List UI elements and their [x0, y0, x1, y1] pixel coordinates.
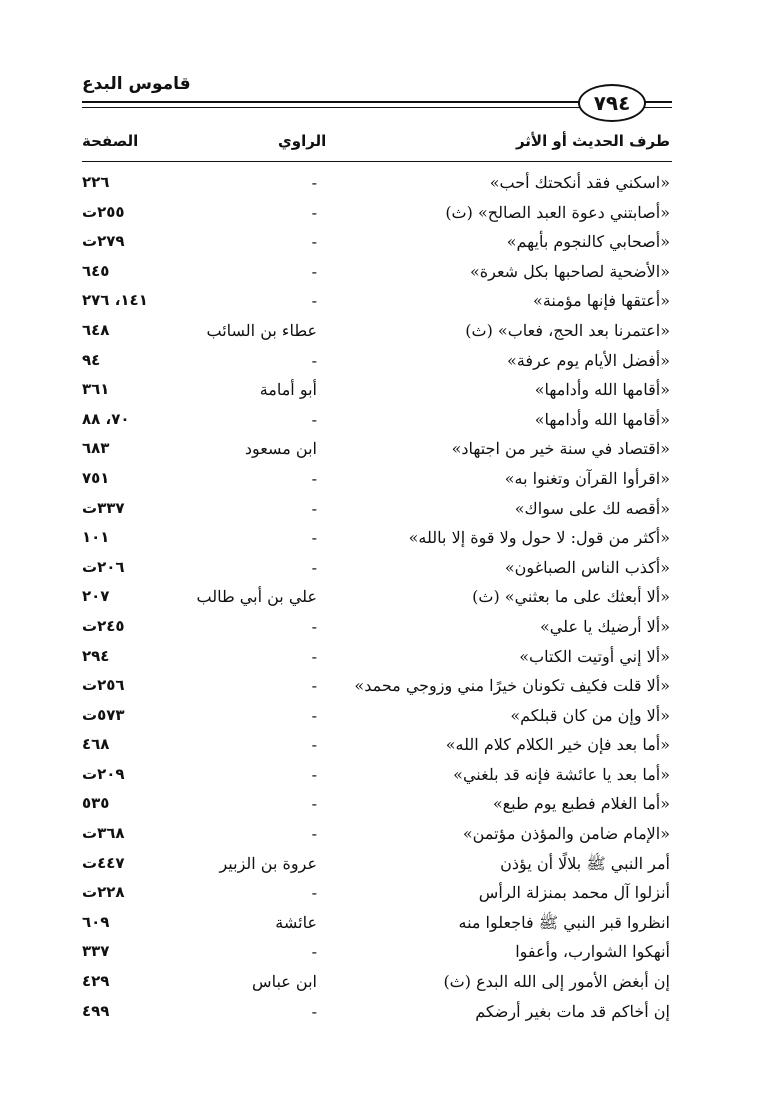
hadith-text: «ألا أرضيك يا علي» — [540, 616, 670, 636]
narrator-name: عائشة — [275, 912, 317, 932]
page-reference: ٦٠٩ — [82, 912, 110, 931]
page-reference: ٧٥١ — [82, 468, 110, 487]
page-reference: ٢٥٥ت — [82, 202, 125, 221]
hadith-text: «أصحابي كالنجوم بأيهم» — [506, 232, 670, 252]
hadith-text: «اسكني فقد أنكحتك أحب» — [489, 173, 670, 192]
narrator-name: - — [311, 616, 317, 636]
hadith-text: «ألا وإن من كان قبلكم» — [510, 705, 670, 725]
hadith-text: «أصابتني دعوة العبد الصالح» (ث) — [445, 202, 670, 222]
column-header-hadith: طرف الحديث أو الأثر — [515, 132, 670, 150]
hadith-text: أمر النبي ﷺ بلالًا أن يؤذن — [500, 853, 670, 873]
table-row — [0, 824, 757, 854]
table-row — [0, 351, 757, 381]
hadith-text: «أما بعد يا عائشة فإنه قد بلغني» — [453, 764, 670, 784]
narrator-name: - — [311, 676, 317, 696]
column-header-narrator: الراوي — [278, 132, 327, 150]
table-row — [0, 410, 757, 440]
hadith-text: «اعتمرنا بعد الحج، فعاب» (ث) — [465, 320, 670, 340]
table-row — [0, 794, 757, 824]
hadith-text: إن أخاكم قد مات بغير أرضكم — [475, 1001, 670, 1021]
narrator-name: - — [311, 468, 317, 488]
table-row — [0, 617, 757, 647]
page-reference: ٦٨٣ — [82, 439, 110, 458]
narrator-name: - — [311, 794, 317, 814]
page-reference: ٣٦٨ت — [82, 824, 125, 843]
hadith-text: «ألا أبعثك على ما بعثني» (ث) — [472, 587, 670, 607]
page-reference: ٣٦١ — [82, 380, 110, 399]
index-table — [0, 173, 757, 1031]
hadith-text: «ألا إني أوتيت الكتاب» — [519, 646, 670, 666]
column-header-rule — [82, 161, 672, 162]
page-reference: ٣٣٧ — [82, 942, 110, 961]
narrator-name: - — [311, 883, 317, 903]
page-reference: ٢٠٩ت — [82, 764, 125, 783]
table-row — [0, 558, 757, 588]
table-row — [0, 765, 757, 795]
narrator-name: - — [311, 1001, 317, 1021]
table-row — [0, 173, 757, 203]
hadith-text: «أعتقها فإنها مؤمنة» — [533, 291, 670, 311]
page-reference: ٦٤٨ — [82, 320, 110, 339]
page-number-badge: ٧٩٤ — [578, 84, 646, 122]
page-reference: ٧٠، ٨٨ — [82, 409, 130, 428]
narrator-name: - — [311, 291, 317, 311]
narrator-name: - — [311, 498, 317, 518]
page-reference: ٥٧٣ت — [82, 705, 125, 724]
table-row — [0, 854, 757, 884]
table-row — [0, 913, 757, 943]
table-row — [0, 291, 757, 321]
hadith-text: «أقامها الله وأدامها» — [534, 409, 670, 429]
narrator-name: - — [311, 173, 317, 192]
narrator-name: - — [311, 646, 317, 666]
table-row — [0, 883, 757, 913]
page-reference: ٤٤٧ت — [82, 853, 125, 872]
narrator-name: عروة بن الزبير — [219, 853, 317, 873]
hadith-text: «الإمام ضامن والمؤذن مؤتمن» — [462, 824, 670, 844]
page-reference: ٥٣٥ — [82, 794, 110, 813]
table-row — [0, 203, 757, 233]
table-row — [0, 439, 757, 469]
table-row — [0, 1002, 757, 1032]
table-row — [0, 528, 757, 558]
table-row — [0, 735, 757, 765]
page-reference: ٢٢٦ — [82, 173, 110, 191]
narrator-name: - — [311, 824, 317, 844]
hadith-text: «أكثر من قول: لا حول ولا قوة إلا بالله» — [408, 528, 670, 548]
page-reference: ٤٦٨ — [82, 735, 110, 754]
page-reference: ٣٣٧ت — [82, 498, 125, 517]
narrator-name: - — [311, 764, 317, 784]
narrator-name: - — [311, 557, 317, 577]
narrator-name: - — [311, 350, 317, 370]
page-reference: ٢٠٧ — [82, 587, 110, 606]
page-reference: ٢٤٥ت — [82, 616, 125, 635]
hadith-text: «أما الغلام فطبع يوم طبع» — [492, 794, 670, 814]
page-reference: ٢٥٦ت — [82, 676, 125, 695]
hadith-text: أنهكوا الشوارب، وأعفوا — [515, 942, 670, 962]
hadith-text: «اقرأوا القرآن وتغنوا به» — [504, 468, 670, 488]
narrator-name: - — [311, 232, 317, 252]
narrator-name: - — [311, 942, 317, 962]
table-row — [0, 676, 757, 706]
page-reference: ٢٩٤ — [82, 646, 110, 665]
hadith-text: انظروا قبر النبي ﷺ فاجعلوا منه — [458, 912, 670, 932]
table-row — [0, 587, 757, 617]
page-reference: ٩٤ — [82, 350, 101, 369]
table-row — [0, 321, 757, 351]
narrator-name: عطاء بن السائب — [206, 320, 317, 340]
table-row — [0, 262, 757, 292]
narrator-name: ابن مسعود — [244, 439, 317, 459]
narrator-name: علي بن أبي طالب — [196, 587, 317, 607]
hadith-text: «الأضحية لصاحبها بكل شعرة» — [469, 261, 670, 281]
hadith-text: «أقصه لك على سواك» — [514, 498, 670, 518]
narrator-name: - — [311, 261, 317, 281]
table-row — [0, 499, 757, 529]
column-header-page: الصفحة — [82, 132, 139, 150]
hadith-text: «أفضل الأيام يوم عرفة» — [507, 350, 670, 370]
table-row — [0, 469, 757, 499]
page-reference: ١٠١ — [82, 528, 110, 547]
book-title: قاموس البدع — [82, 74, 191, 94]
page-reference: ٤٢٩ — [82, 972, 110, 991]
page-reference: ٢٠٦ت — [82, 557, 125, 576]
table-row — [0, 972, 757, 1002]
hadith-text: «أكذب الناس الصباغون» — [504, 557, 670, 577]
hadith-text: «اقتصاد في سنة خير من اجتهاد» — [451, 439, 670, 459]
hadith-text: إن أبغض الأمور إلى الله البدع (ث) — [443, 972, 670, 992]
table-row — [0, 232, 757, 262]
narrator-name: - — [311, 735, 317, 755]
narrator-name: أبو أمامة — [259, 380, 317, 400]
page-reference: ٤٩٩ — [82, 1001, 110, 1020]
hadith-text: أنزلوا آل محمد بمنزلة الرأس — [478, 883, 670, 903]
table-row — [0, 942, 757, 972]
hadith-text: «أقامها الله وأدامها» — [534, 380, 670, 400]
table-row — [0, 380, 757, 410]
page-reference: ٦٤٥ — [82, 261, 110, 280]
narrator-name: - — [311, 705, 317, 725]
hadith-text: «أما بعد فإن خير الكلام كلام الله» — [445, 735, 670, 755]
narrator-name: ابن عباس — [252, 972, 317, 992]
page-reference: ٢٧٩ت — [82, 232, 125, 251]
hadith-text: «ألا قلت فكيف تكونان خيرًا مني وزوجي محمد» — [354, 676, 670, 696]
table-row — [0, 647, 757, 677]
page-reference: ٢٢٨ت — [82, 883, 125, 902]
page-reference: ١٤١، ٢٧٦ — [82, 291, 148, 310]
narrator-name: - — [311, 409, 317, 429]
table-row — [0, 706, 757, 736]
narrator-name: - — [311, 528, 317, 548]
narrator-name: - — [311, 202, 317, 222]
